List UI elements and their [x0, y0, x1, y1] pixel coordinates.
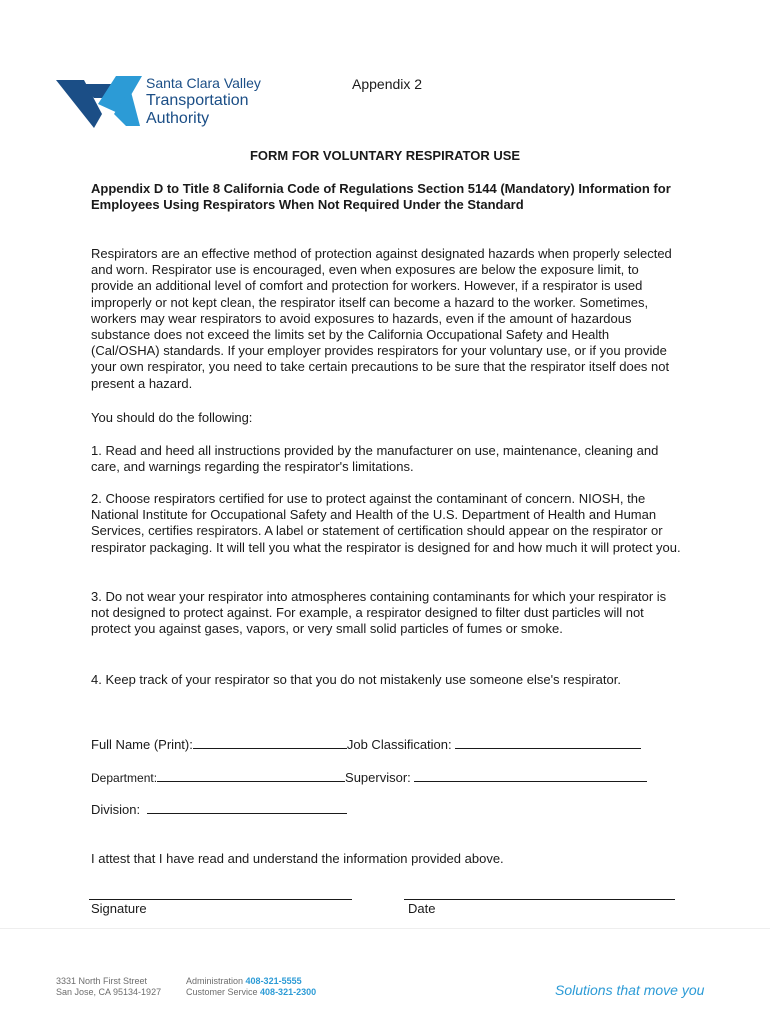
job-classification-field[interactable] [455, 736, 641, 749]
service-label: Customer Service [186, 987, 258, 997]
form-title [0, 148, 770, 163]
brand-line-2: Transportation [146, 92, 249, 109]
address-line-1: 3331 North First Street [56, 976, 148, 986]
admin-contact [186, 976, 316, 987]
department-field[interactable] [157, 769, 345, 782]
instruction-item-3: 3. Do not wear your respirator into atmospheres containing contaminants for which your respirator is not designed to protect against. For example, a respirator designed to filter dust particles will not protect you against gases, vapors, or very small solid particles of fumes or smoke. [91, 589, 667, 637]
brand-line-3: Authority [146, 110, 210, 127]
supervisor-label: Supervisor: [345, 770, 411, 785]
full-name-label: Full Name (Print): [91, 737, 193, 752]
job-classification-label: Job Classification: [346, 737, 452, 752]
service-contact [186, 987, 316, 998]
date-label: Date [408, 901, 436, 916]
footer-slogan: Solutions that move you [555, 982, 705, 998]
instructions-lead: You should do the following: [91, 410, 253, 425]
supervisor-field[interactable] [414, 769, 647, 782]
date-field[interactable] [404, 899, 675, 900]
instruction-item-4: 4. Keep track of your respirator so that you do not mistakenly use someone else's respirator. [91, 672, 621, 687]
division-row [91, 801, 347, 817]
admin-phone: 408-321-5555 [245, 976, 302, 986]
brand-name [146, 74, 261, 128]
form-title-text: FORM FOR VOLUNTARY RESPIRATOR USE [249, 148, 521, 163]
division-field[interactable] [147, 801, 347, 814]
signature-label: Signature [91, 901, 147, 916]
attestation-statement: I attest that I have read and understand the information provided above. [91, 851, 504, 866]
regulation-subheading: Appendix D to Title 8 California Code of Regulations Section 5144 (Mandatory) Information for Employees Using Respirators When Not Required Under the Standard [91, 181, 671, 212]
footer-divider [0, 928, 770, 929]
instruction-item-1: 1. Read and heed all instructions provided by the manufacturer on use, maintenance, cleaning and care, and warnings regarding the respirator's limitations. [91, 443, 659, 475]
service-phone: 408-321-2300 [260, 987, 317, 997]
instruction-item-2: 2. Choose respirators certified for use to protect against the contaminant of concern. NIOSH, the National Institute for Occupational Safety and Health of the U.S. Department of Health and Human Services, certifies respirators. A label or statement of certification should appear on the respirator or respirator packaging. It will tell you what the respirator is designed for and how much it will protect you. [91, 491, 681, 555]
name-job-row [91, 736, 641, 752]
division-label: Division: [91, 802, 141, 817]
appendix-label: Appendix 2 [352, 76, 423, 92]
signature-field[interactable] [89, 899, 352, 900]
full-name-field[interactable] [193, 736, 347, 749]
department-label: Department: [91, 771, 158, 785]
brand-line-1: Santa Clara Valley [146, 75, 261, 91]
admin-label: Administration [186, 976, 244, 986]
footer-contacts [186, 976, 316, 998]
footer-address [56, 976, 161, 998]
intro-paragraph: Respirators are an effective method of protection against designated hazards when properly selected and worn. Respirator use is encouraged, even when exposures are below the exposure limit, to provide an additional level of comfort and protection for workers. However, if a respirator is used improperly or not kept clean, the respirator itself can become a hazard to the worker. Sometimes, workers may wear respirators to avoid exposures to hazards, even if the amount of hazardous substance does not exceed the limits set by the California Occupational Safety and Health (Cal/OSHA) standards. If your employer provides respirators for your voluntary use, or if you provide your own respirator, you need to take certain precautions to be sure that the respirator itself does not present a hazard. [91, 246, 672, 391]
address-line-2: San Jose, CA 95134-1927 [56, 987, 162, 997]
department-supervisor-row [91, 769, 647, 785]
